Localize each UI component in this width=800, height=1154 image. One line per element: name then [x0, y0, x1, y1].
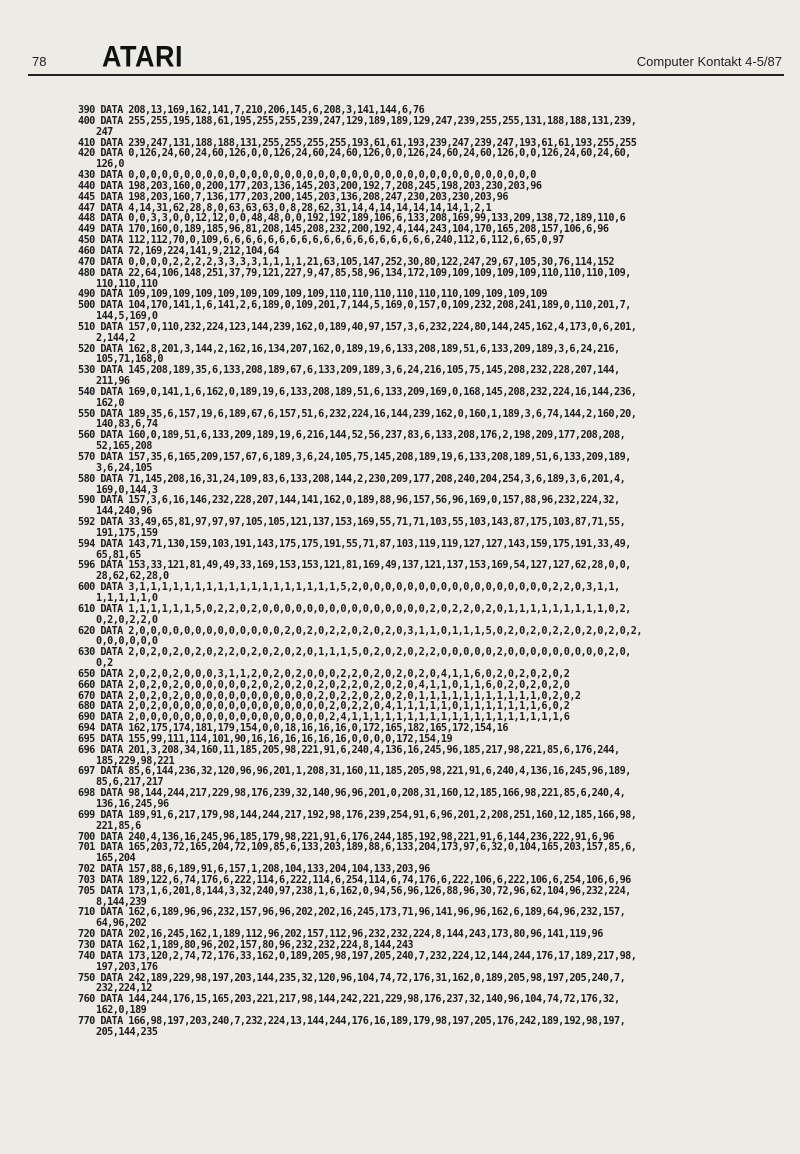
listing-line: 698 DATA 98,144,244,217,229,98,176,239,32,140,96,96,201,0,208,31,160,12,185,166,98,221,85,6,240,4, — [78, 788, 626, 800]
listing-line-continuation: 144,5,169,0 — [96, 311, 158, 323]
listing-line: 699 DATA 189,91,6,217,179,98,144,244,217,192,98,176,239,254,91,6,96,201,2,208,251,160,12,185,166,98, — [78, 809, 637, 821]
listing-line: 760 DATA 144,244,176,15,165,203,221,217,98,144,242,221,229,98,176,237,32,140,96,104,74,72,176,32, — [78, 994, 620, 1006]
listing-line: 592 DATA 33,49,65,81,97,97,97,105,105,121,137,153,169,55,71,71,103,55,103,143,87,175,103,87,71,55, — [78, 517, 626, 529]
listing-line: 445 DATA 198,203,160,7,136,177,203,200,145,203,136,208,247,230,203,230,203,96 — [78, 191, 508, 203]
listing-line: 560 DATA 160,0,189,51,6,133,209,189,19,6,216,144,52,56,237,83,6,133,208,176,2,198,209,177,208,208, — [78, 430, 626, 442]
listing-line: 720 DATA 202,16,245,162,1,189,112,96,202,157,112,96,232,232,224,8,144,243,173,80,96,141,119,96 — [78, 929, 603, 941]
listing-line-continuation: 3,6,24,105 — [96, 462, 152, 474]
listing-line: 690 DATA 2,0,0,0,0,0,0,0,0,0,0,0,0,0,0,0,0,0,2,4,1,1,1,1,1,1,1,1,1,1,1,1,1,1,1,1,1,1,1,6 — [78, 712, 570, 724]
listing-line: 448 DATA 0,0,3,3,0,0,12,12,0,0,48,48,0,0,192,192,189,106,6,133,208,169,99,133,209,138,72,189,110,6 — [78, 213, 626, 225]
listing-line-continuation: 211,96 — [96, 376, 130, 388]
listing-line-continuation: 85,6,217,217 — [96, 777, 164, 789]
listing-line-continuation: 247 — [96, 126, 113, 138]
listing-line: 740 DATA 173,120,2,74,72,176,33,162,0,189,205,98,197,205,240,7,232,224,12,144,244,176,17,189,217,98, — [78, 950, 637, 962]
listing-line: 680 DATA 2,0,2,0,0,0,0,0,0,0,0,0,0,0,0,0,0,0,2,0,2,2,0,4,1,1,1,1,1,0,1,1,1,1,1,1,1,6,0,2 — [78, 701, 570, 713]
listing-line: 450 DATA 112,112,70,0,109,6,6,6,6,6,6,6,6,6,6,6,6,6,6,6,6,6,6,6,240,112,6,112,6,65,0,97 — [78, 235, 564, 247]
listing-line: 570 DATA 157,35,6,165,209,157,67,6,189,3,6,24,105,75,145,208,189,19,6,133,208,189,51,6,133,209,189, — [78, 452, 631, 463]
listing-line-continuation: 8,144,239 — [96, 896, 147, 908]
listing-line-continuation: 232,224,12 — [96, 983, 152, 995]
page-header — [28, 39, 784, 76]
listing-line: 694 DATA 162,175,174,181,179,154,0,0,18,16,16,16,0,172,165,182,165,172,154,16 — [78, 723, 508, 735]
listing-line: 500 DATA 104,170,141,1,6,141,2,6,189,0,109,201,7,144,5,169,0,157,0,109,232,208,241,189,0,110,201,7, — [78, 300, 631, 312]
listing-line-continuation: 52,165,208 — [96, 441, 152, 453]
listing-line-continuation: 0,0,0,0,0,0 — [96, 636, 158, 648]
listing-line: 580 DATA 71,145,208,16,31,24,109,83,6,133,208,144,2,230,209,177,208,240,204,254,3,6,189,3,6,201,4, — [78, 473, 626, 485]
listing-line: 410 DATA 239,247,131,188,188,131,255,255,255,255,193,61,61,193,239,247,239,247,193,61,61,193,255,255 — [78, 137, 637, 149]
listing-line: 490 DATA 109,109,109,109,109,109,109,109,109,110,110,110,110,110,110,109,109,109,109 — [78, 289, 548, 301]
listing-line: 600 DATA 3,1,1,1,1,1,1,1,1,1,1,1,1,1,1,1,1,1,1,5,2,0,0,0,0,0,0,0,0,0,0,0,0,0,0,0,0,0,2,2,0,3,1,1, — [78, 582, 620, 594]
basic-data-listing — [78, 106, 778, 1039]
listing-line-continuation: 0,2,0,2,2,0 — [96, 614, 158, 626]
listing-line-continuation: 140,83,6,74 — [96, 419, 158, 431]
listing-line: 610 DATA 1,1,1,1,1,1,5,0,2,2,0,2,0,0,0,0,0,0,0,0,0,0,0,0,0,0,0,2,0,2,2,0,2,0,1,1,1,1,1,1,1,1,1,0,2, — [78, 603, 631, 615]
listing-line: 447 DATA 4,14,31,62,28,8,0,63,63,63,0,8,28,62,31,14,4,14,14,14,14,14,1,2,1 — [78, 202, 492, 214]
listing-line-continuation: 28,62,62,28,0 — [96, 571, 169, 583]
magazine-issue: Computer Kontakt 4-5/87 — [636, 54, 782, 69]
listing-line-continuation: 165,204 — [96, 853, 136, 865]
listing-line: 650 DATA 2,0,2,0,2,0,0,0,3,1,1,2,0,2,0,2,0,0,0,2,2,0,2,0,2,0,2,0,4,1,1,6,0,2,0,2,0,2,0,2 — [78, 668, 570, 680]
listing-line-continuation: 1,1,1,1,1,0 — [96, 592, 158, 604]
listing-line-continuation: 162,0 — [96, 397, 124, 409]
listing-line: 750 DATA 242,189,229,98,197,203,144,235,32,120,96,104,74,72,176,31,162,0,189,205,98,197,205,240,7, — [78, 972, 626, 984]
listing-line: 520 DATA 162,8,201,3,144,2,162,16,134,207,162,0,189,19,6,133,208,189,51,6,133,209,189,3,6,24,216, — [78, 343, 620, 355]
listing-line: 703 DATA 189,122,6,74,176,6,222,114,6,222,114,6,254,114,6,74,176,6,222,106,6,222,106,6,254,106,6,96 — [78, 874, 631, 886]
listing-line-continuation: 64,96,202 — [96, 918, 147, 930]
listing-line: 449 DATA 170,160,0,189,185,96,81,208,145,208,232,200,192,4,144,243,104,170,165,208,157,106,6,96 — [78, 224, 609, 236]
listing-line-continuation: 136,16,245,96 — [96, 799, 169, 810]
listing-line: 697 DATA 85,6,144,236,32,120,96,96,201,1,208,31,160,11,185,205,98,221,91,6,240,4,136,16,245,96,189, — [78, 766, 631, 778]
listing-line: 480 DATA 22,64,106,148,251,37,79,121,227,9,47,85,58,96,134,172,109,109,109,109,109,110,110,110,109, — [78, 267, 631, 279]
page-number: 78 — [32, 54, 47, 69]
listing-line: 620 DATA 2,0,0,0,0,0,0,0,0,0,0,0,0,0,2,0,2,0,2,2,0,2,0,2,0,3,1,1,0,1,1,1,5,0,2,0,2,0,2,2,0,2,0,2,0,2, — [78, 625, 642, 637]
listing-line: 596 DATA 153,33,121,81,49,49,33,169,153,153,121,81,169,49,137,121,137,153,169,54,127,127,62,28,0,0, — [78, 560, 631, 572]
listing-line: 770 DATA 166,98,197,203,240,7,232,224,13,144,244,176,16,189,179,98,197,205,176,242,189,192,98,197, — [78, 1015, 626, 1027]
listing-line: 702 DATA 157,88,6,189,91,6,157,1,208,104,133,204,104,133,203,96 — [78, 864, 430, 876]
listing-line: 730 DATA 162,1,189,80,96,202,157,80,96,232,232,224,8,144,243 — [78, 939, 414, 951]
listing-line-continuation: 197,203,176 — [96, 961, 158, 973]
listing-line-continuation: 0,2 — [96, 658, 113, 670]
listing-line-continuation: 65,81,65 — [96, 549, 141, 561]
listing-line: 390 DATA 208,13,169,162,141,7,210,206,145,6,208,3,141,144,6,76 — [78, 105, 425, 116]
listing-line: 705 DATA 173,1,6,201,8,144,3,32,240,97,238,1,6,162,0,94,56,96,126,88,96,30,72,96,62,104,96,232,224, — [78, 885, 631, 897]
listing-line-continuation: 144,240,96 — [96, 506, 152, 518]
listing-line: 696 DATA 201,3,208,34,160,11,185,205,98,221,91,6,240,4,136,16,245,96,185,217,98,221,85,6,176,244, — [78, 744, 620, 756]
listing-line: 590 DATA 157,3,6,16,146,232,228,207,144,141,162,0,189,88,96,157,56,96,169,0,157,88,96,232,224,32, — [78, 495, 620, 507]
listing-line: 594 DATA 143,71,130,159,103,191,143,175,175,191,55,71,87,103,119,119,127,127,143,159,175,191,33,49, — [78, 538, 631, 550]
listing-line: 540 DATA 169,0,141,1,6,162,0,189,19,6,133,208,189,51,6,133,209,169,0,168,145,208,232,224,16,144,236, — [78, 386, 637, 398]
listing-line: 660 DATA 2,0,2,0,2,0,0,0,0,0,0,2,0,2,0,2,0,2,0,2,2,0,2,0,2,0,4,1,1,0,1,1,6,0,2,0,2,0,2,0 — [78, 679, 570, 691]
listing-line-continuation: 169,0,144,3 — [96, 484, 158, 496]
listing-line-continuation: 221,85,6 — [96, 820, 141, 832]
listing-line: 400 DATA 255,255,195,188,61,195,255,255,239,247,129,189,189,129,247,239,255,255,131,188,188,131,239, — [78, 115, 637, 127]
listing-line: 440 DATA 198,203,160,0,200,177,203,136,145,203,200,192,7,208,245,198,203,230,203,96 — [78, 180, 542, 192]
listing-line: 710 DATA 162,6,189,96,96,232,157,96,96,202,202,16,245,173,71,96,141,96,96,162,6,189,64,96,232,157, — [78, 907, 626, 919]
listing-line-continuation: 105,71,168,0 — [96, 354, 164, 366]
listing-line: 670 DATA 2,0,2,0,2,0,0,0,0,0,0,0,0,0,0,0,0,2,0,2,2,0,2,0,2,0,1,1,1,1,1,1,1,1,1,1,1,0,2,0,2 — [78, 690, 581, 702]
listing-line: 460 DATA 72,169,224,141,9,212,104,64 — [78, 245, 280, 257]
listing-line-continuation: 2,144,2 — [96, 332, 136, 344]
listing-line: 430 DATA 0,0,0,0,0,0,0,0,0,0,0,0,0,0,0,0,0,0,0,0,0,0,0,0,0,0,0,0,0,0,0,0,0,0,0,0,0 — [78, 170, 536, 182]
listing-line-continuation: 162,0,189 — [96, 1005, 147, 1017]
listing-line: 530 DATA 145,208,189,35,6,133,208,189,67,6,133,209,189,3,6,24,216,105,75,145,208,232,228,207,144, — [78, 365, 620, 377]
listing-line: 701 DATA 165,203,72,165,204,72,109,85,6,133,203,189,88,6,133,204,173,97,6,32,0,104,165,203,157,85,6, — [78, 842, 637, 854]
atari-logo: ATARI — [102, 39, 183, 73]
listing-line: 470 DATA 0,0,0,0,2,2,2,2,3,3,3,3,1,1,1,1,21,63,105,147,252,30,80,122,247,29,67,105,30,76,114,152 — [78, 256, 615, 268]
listing-line-continuation: 126,0 — [96, 159, 124, 171]
listing-line: 700 DATA 240,4,136,16,245,96,185,179,98,221,91,6,176,244,185,192,98,221,91,6,144,236,222,91,6,96 — [78, 831, 615, 843]
listing-line: 550 DATA 189,35,6,157,19,6,189,67,6,157,51,6,232,224,16,144,239,162,0,160,1,189,3,6,74,144,2,160,20, — [78, 408, 637, 420]
listing-line: 630 DATA 2,0,2,0,2,0,2,0,2,2,0,2,0,2,0,2,0,1,1,1,5,0,2,0,2,0,2,2,0,0,0,0,0,2,0,0,0,0,0,0,0,0,0,2,0, — [78, 647, 631, 659]
listing-line-continuation: 205,144,235 — [96, 1026, 158, 1038]
listing-line: 420 DATA 0,126,24,60,24,60,126,0,0,126,24,60,24,60,126,0,0,126,24,60,24,60,126,0,0,126,24,60,24,60, — [78, 148, 631, 160]
listing-line: 510 DATA 157,0,110,232,224,123,144,239,162,0,189,40,97,157,3,6,232,224,80,144,245,162,4,173,0,6,201, — [78, 321, 637, 333]
listing-line-continuation: 191,175,159 — [96, 527, 158, 539]
listing-line: 695 DATA 155,99,111,114,101,90,16,16,16,16,16,16,0,0,0,0,172,154,19 — [78, 733, 453, 745]
listing-line-continuation: 110,110,110 — [96, 278, 158, 290]
listing-line-continuation: 185,229,98,221 — [96, 755, 175, 767]
